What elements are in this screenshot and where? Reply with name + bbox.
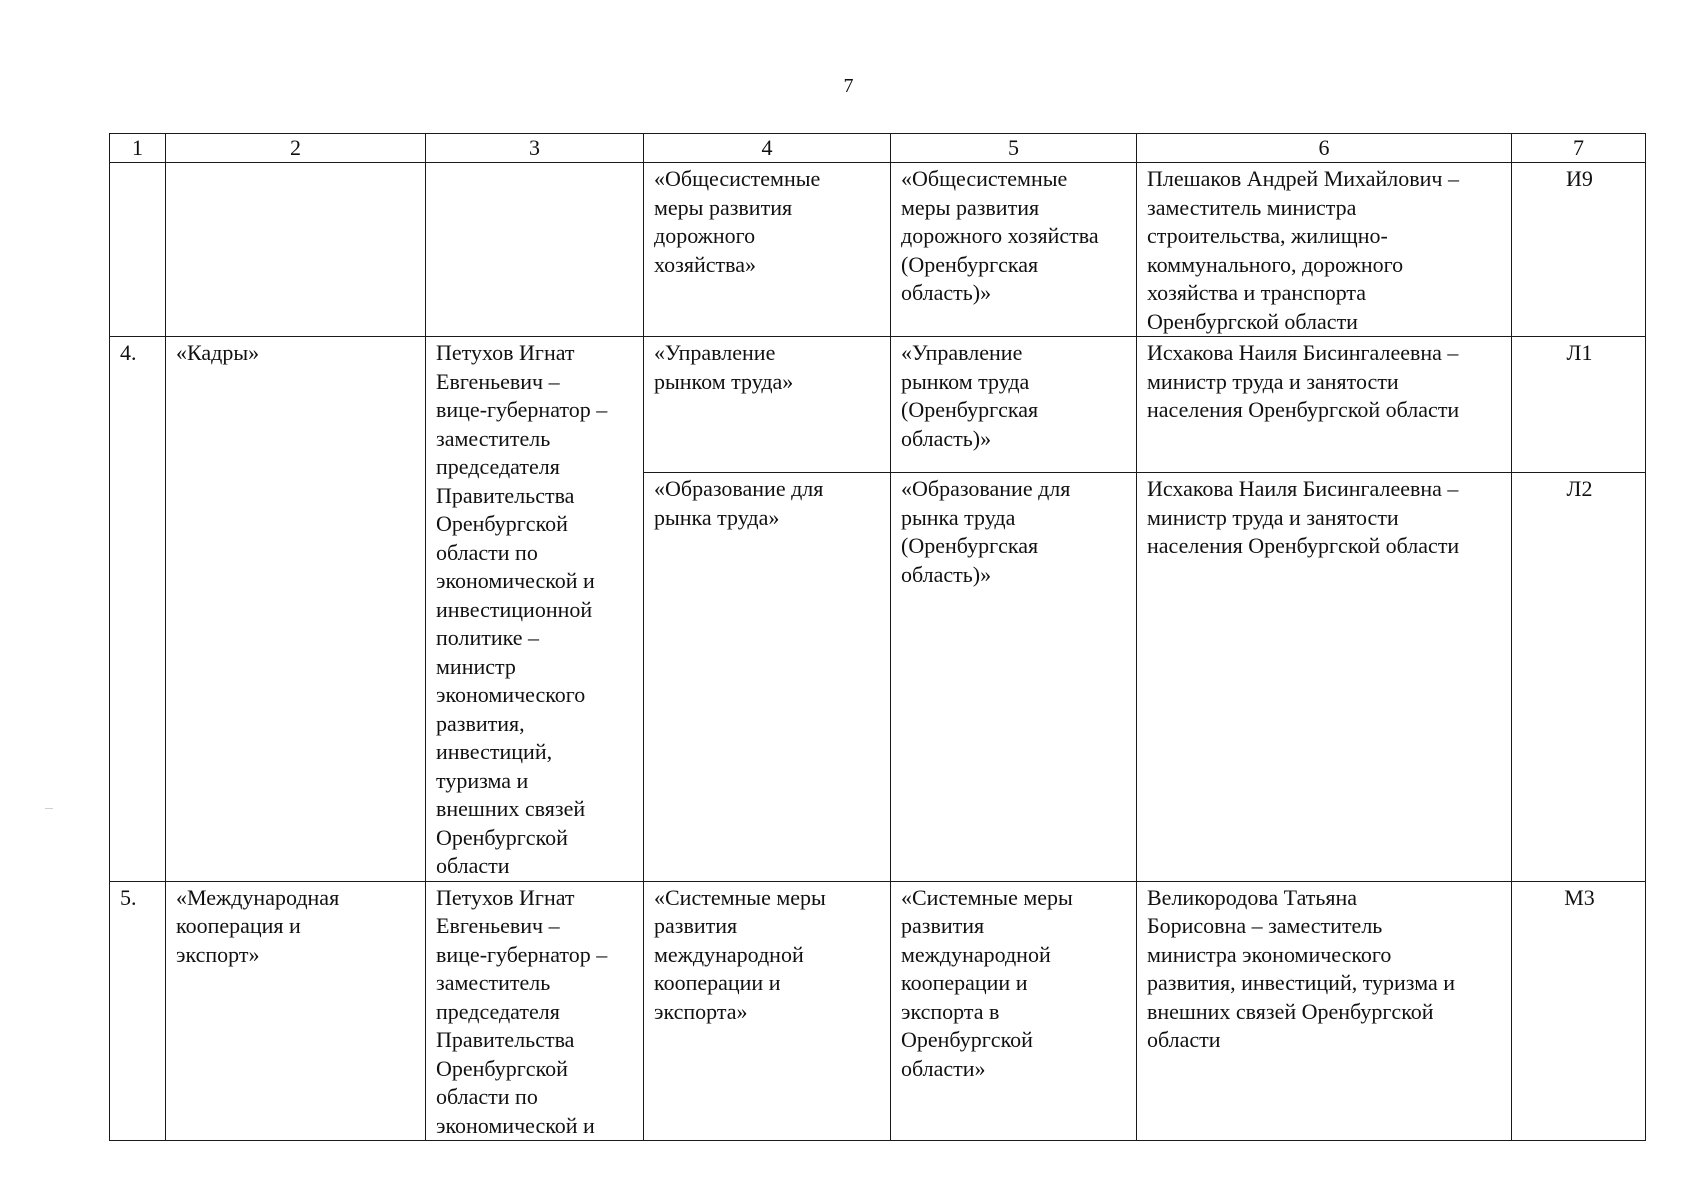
cell-curator — [426, 163, 644, 337]
cell-curator: Петухов Игнат Евгеньевич – вице-губернатор – заместитель председателя Правительства Оренбургской области по экономической и — [426, 881, 644, 1141]
cell-responsible: Исхакова Наиля Бисингалеевна – министр труда и занятости населения Оренбургской области — [1137, 473, 1512, 881]
cell-federal-project: «Общесистемные меры развития дорожного хозяйства» — [644, 163, 891, 337]
scan-mark — [45, 808, 53, 809]
projects-table — [109, 133, 1646, 1141]
cell-federal-project: «Образование для рынка труда» — [644, 473, 891, 881]
column-header-2: 2 — [166, 134, 426, 163]
cell-code: Л2 — [1512, 473, 1646, 881]
column-header-1: 1 — [110, 134, 166, 163]
page-number: 7 — [843, 75, 854, 97]
cell-num: 4. — [110, 337, 166, 882]
cell-regional-project: «Управление рынком труда (Оренбургская область)» — [891, 337, 1137, 473]
cell-code: Л1 — [1512, 337, 1646, 473]
table-row-5 — [110, 881, 1646, 1141]
column-number-row — [110, 134, 1646, 163]
cell-responsible: Исхакова Наиля Бисингалеевна – министр труда и занятости населения Оренбургской области — [1137, 337, 1512, 473]
cell-responsible: Плешаков Андрей Михайлович – заместитель министра строительства, жилищно- коммунального, дорожного хозяйства и транспорта Оренбургской области — [1137, 163, 1512, 337]
cell-curator: Петухов Игнат Евгеньевич – вице-губернатор – заместитель председателя Правительства Оренбургской области по экономической и инвестиционной политике – министр экономического развития, инвестиций, туризма и внешних связей Оренбургской области — [426, 337, 644, 882]
column-header-7: 7 — [1512, 134, 1646, 163]
column-header-6: 6 — [1137, 134, 1512, 163]
table-row-4a — [110, 337, 1646, 473]
cell-responsible: Великородова Татьяна Борисовна – заместитель министра экономического развития, инвестиций, туризма и внешних связей Оренбургской области — [1137, 881, 1512, 1141]
cell-project — [166, 163, 426, 337]
cell-federal-project: «Управление рынком труда» — [644, 337, 891, 473]
cell-num: 5. — [110, 881, 166, 1141]
cell-code: М3 — [1512, 881, 1646, 1141]
cell-regional-project: «Системные меры развития международной кооперации и экспорта в Оренбургской области» — [891, 881, 1137, 1141]
cell-regional-project: «Общесистемные меры развития дорожного хозяйства (Оренбургская область)» — [891, 163, 1137, 337]
cell-project: «Международная кооперация и экспорт» — [166, 881, 426, 1141]
cell-num — [110, 163, 166, 337]
column-header-5: 5 — [891, 134, 1137, 163]
cell-project: «Кадры» — [166, 337, 426, 882]
column-header-4: 4 — [644, 134, 891, 163]
column-header-3: 3 — [426, 134, 644, 163]
cell-code: И9 — [1512, 163, 1646, 337]
table-row-continued — [110, 163, 1646, 337]
cell-federal-project: «Системные меры развития международной кооперации и экспорта» — [644, 881, 891, 1141]
cell-regional-project: «Образование для рынка труда (Оренбургская область)» — [891, 473, 1137, 881]
